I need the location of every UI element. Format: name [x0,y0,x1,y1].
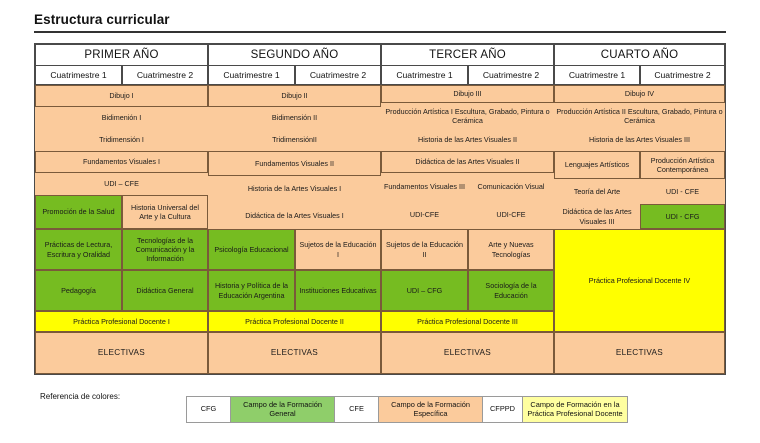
header-term-4-2: Cuatrimestre 2 [640,65,725,85]
y3-subject-udi-cfg: UDI – CFG [381,270,468,311]
header-term-1-2: Cuatrimestre 2 [122,65,208,85]
color-legend [186,396,628,423]
y4-practica-profesional-docente: Práctica Profesional Docente IV [554,229,725,332]
y2-electivas: ELECTIVAS [208,332,381,374]
y1-subject-historia-universal-del-arte: Historia Universal del Arte y la Cultura [122,195,208,229]
y1-subject-bidimension-1: Bidimenión I [35,107,208,129]
y3-subject-didactica-artes-visuales-2: Didáctica de las Artes Visuales II [381,151,554,173]
y3-subject-udi-cfe-left: UDI-CFE [381,201,468,229]
y3-subject-produccion-artistica-1: Producción Artística I Escultura, Grabado, Pintura o Cerámica [381,103,554,129]
y2-subject-sujetos-educacion-1: Sujetos de la Educación I [295,229,381,270]
header-year-1: PRIMER AÑO [35,44,208,66]
y1-subject-practicas-de-lectura: Prácticas de Lectura, Escritura y Oralidad [35,229,122,270]
y4-subject-produccion-artistica-2: Producción Artística II Escultura, Grabado, Pintura o Cerámica [554,103,725,129]
y2-subject-didactica-artes-visuales-1: Didáctica de la Artes Visuales I [208,202,381,229]
page-title: Estructura curricular [34,12,170,27]
legend-label: Referencia de colores: [40,392,121,401]
header-term-2-2: Cuatrimestre 2 [295,65,381,85]
legend-value-cfppd: Campo de Formación en la Práctica Profesional Docente [523,397,627,422]
header-year-4: CUARTO AÑO [554,44,725,66]
y4-subject-teoria-del-arte: Teoría del Arte [554,179,640,204]
y1-subject-didactica-general: Didáctica General [122,270,208,311]
y4-subject-dibujo-4: Dibujo IV [554,85,725,103]
y4-subject-produccion-artistica-contemporanea: Producción Artística Contemporánea [640,151,725,179]
y2-subject-fundamentos-visuales-2: Fundamentos Visuales II [208,151,381,176]
y1-subject-tecnologias-comunicacion: Tecnologías de la Comunicación y la Información [122,229,208,270]
y2-subject-instituciones-educativas: Instituciones Educativas [295,270,381,311]
y3-subject-historia-artes-visuales-2: Historia de las Artes Visuales II [381,129,554,151]
y4-subject-udi-cfe: UDI - CFE [640,179,725,204]
y3-subject-dibujo-3: Dibujo III [381,85,554,103]
header-term-3-1: Cuatrimestre 1 [381,65,468,85]
y3-subject-fundamentos-visuales-3: Fundamentos Visuales III [381,173,468,201]
y1-practica-profesional-docente: Práctica Profesional Docente I [35,311,208,332]
header-year-2: SEGUNDO AÑO [208,44,381,66]
y2-subject-bidimension-2: Bidimensión II [208,107,381,129]
y2-subject-historia-politica-educacion: Historia y Política de la Educación Argentina [208,270,295,311]
legend-key-cfg: CFG [187,397,231,422]
legend-key-cfppd: CFPPD [483,397,523,422]
y2-subject-historia-artes-visuales-1: Historia de la Artes Visuales I [208,176,381,202]
y1-subject-fundamentos-visuales-1: Fundamentos Visuales I [35,151,208,173]
y3-subject-sociologia-educacion: Sociología de la Educación [468,270,554,311]
y2-subject-dibujo-2: Dibujo II [208,85,381,107]
y3-subject-comunicacion-visual: Comunicación Visual [468,173,554,201]
y4-subject-udi-cfg: UDI - CFG [640,204,725,229]
header-term-3-2: Cuatrimestre 2 [468,65,554,85]
y2-practica-profesional-docente: Práctica Profesional Docente II [208,311,381,332]
y1-subject-dibujo-1: Dibujo I [35,85,208,107]
y4-subject-historia-artes-visuales-3: Historia de las Artes Visuales III [554,129,725,151]
y3-practica-profesional-docente: Práctica Profesional Docente III [381,311,554,332]
y4-subject-didactica-artes-visuales-3: Didáctica de las Artes Visuales III [554,204,640,229]
header-term-4-1: Cuatrimestre 1 [554,65,640,85]
y2-subject-tridimension-2: TridimensiónII [208,129,381,151]
legend-value-cfg: Campo de la Formación General [231,397,335,422]
y1-subject-promocion-de-la-salud: Promoción de la Salud [35,195,122,229]
title-underline [34,31,726,33]
y4-electivas: ELECTIVAS [554,332,725,374]
y1-subject-udi-cfe: UDI – CFE [35,173,208,195]
y1-electivas: ELECTIVAS [35,332,208,374]
y1-subject-pedagogia: Pedagogía [35,270,122,311]
header-term-1-1: Cuatrimestre 1 [35,65,122,85]
y2-subject-psicologia-educacional: Psicología Educacional [208,229,295,270]
curriculum-grid [34,43,726,375]
legend-key-cfe: CFE [335,397,379,422]
y3-subject-udi-cfe-right: UDI-CFE [468,201,554,229]
header-term-2-1: Cuatrimestre 1 [208,65,295,85]
y4-subject-lenguajes-artisticos: Lenguajes Artísticos [554,151,640,179]
y3-electivas: ELECTIVAS [381,332,554,374]
legend-value-cfe: Campo de la Formación Específica [379,397,483,422]
y3-subject-arte-nuevas-tecnologias: Arte y Nuevas Tecnologías [468,229,554,270]
header-year-3: TERCER AÑO [381,44,554,66]
y3-subject-sujetos-educacion-2: Sujetos de la Educación II [381,229,468,270]
y1-subject-tridimension-1: Tridimensión I [35,129,208,151]
